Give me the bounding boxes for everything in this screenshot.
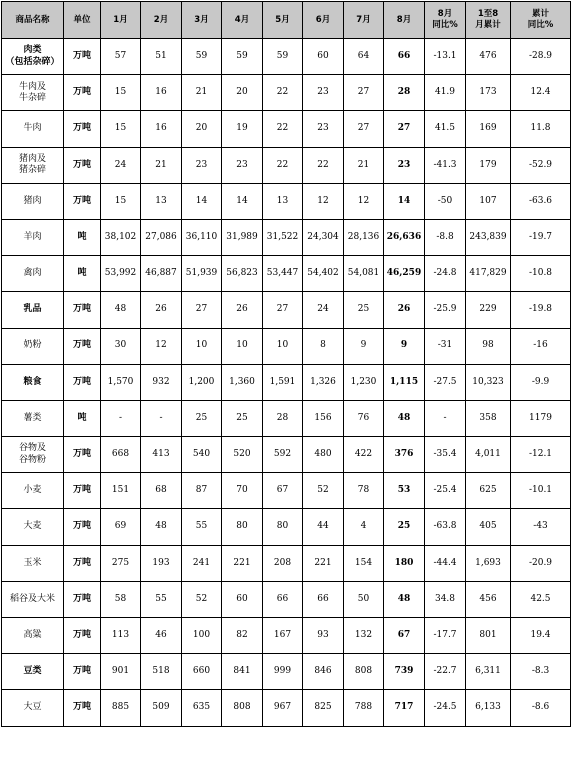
cumulative-yoy-cell: 1179 bbox=[511, 400, 571, 436]
aug-cell: 66 bbox=[384, 39, 425, 75]
cumulative-yoy-cell: -28.9 bbox=[511, 39, 571, 75]
jan-cell: 151 bbox=[101, 473, 141, 509]
jun-cell: 825 bbox=[303, 690, 344, 726]
cumulative-cell: 405 bbox=[466, 509, 511, 545]
may-cell: 31,522 bbox=[263, 219, 303, 255]
aug-cell: 1,115 bbox=[384, 364, 425, 400]
cumulative-yoy-cell: 11.8 bbox=[511, 111, 571, 147]
commodity-name-cell: 粮食 bbox=[2, 364, 64, 400]
aug-yoy-cell: -50 bbox=[425, 183, 466, 219]
jun-cell: 60 bbox=[303, 39, 344, 75]
cumulative-yoy-cell: 19.4 bbox=[511, 618, 571, 654]
jun-cell: 156 bbox=[303, 400, 344, 436]
jun-cell: 8 bbox=[303, 328, 344, 364]
jan-cell: 15 bbox=[101, 183, 141, 219]
mar-cell: 241 bbox=[182, 545, 222, 581]
table-row bbox=[2, 328, 571, 364]
may-cell: 1,591 bbox=[263, 364, 303, 400]
cumulative-yoy-cell: -8.3 bbox=[511, 654, 571, 690]
table-row bbox=[2, 545, 571, 581]
cumulative-cell: 98 bbox=[466, 328, 511, 364]
may-cell: 67 bbox=[263, 473, 303, 509]
jan-cell: 53,992 bbox=[101, 256, 141, 292]
commodity-name-cell: 豆类 bbox=[2, 654, 64, 690]
jan-cell: 30 bbox=[101, 328, 141, 364]
cumulative-cell: 169 bbox=[466, 111, 511, 147]
may-cell: 999 bbox=[263, 654, 303, 690]
jan-cell: 57 bbox=[101, 39, 141, 75]
aug-yoy-cell: -63.8 bbox=[425, 509, 466, 545]
cumulative-yoy-cell: -10.8 bbox=[511, 256, 571, 292]
table-row bbox=[2, 654, 571, 690]
cumulative-cell: 1,693 bbox=[466, 545, 511, 581]
commodity-name-cell: 奶粉 bbox=[2, 328, 64, 364]
table-row bbox=[2, 292, 571, 328]
mar-cell: 660 bbox=[182, 654, 222, 690]
unit-cell: 万吨 bbox=[64, 581, 101, 617]
header-cell: 单位 bbox=[64, 2, 101, 39]
header-cell: 商品名称 bbox=[2, 2, 64, 39]
aug-yoy-cell: -25.9 bbox=[425, 292, 466, 328]
cumulative-cell: 10,323 bbox=[466, 364, 511, 400]
cumulative-cell: 107 bbox=[466, 183, 511, 219]
jan-cell: 275 bbox=[101, 545, 141, 581]
feb-cell: 46 bbox=[141, 618, 182, 654]
table-row bbox=[2, 75, 571, 111]
aug-yoy-cell: - bbox=[425, 400, 466, 436]
aug-cell: 23 bbox=[384, 147, 425, 183]
may-cell: 592 bbox=[263, 437, 303, 473]
mar-cell: 1,200 bbox=[182, 364, 222, 400]
may-cell: 28 bbox=[263, 400, 303, 436]
aug-yoy-cell: -41.3 bbox=[425, 147, 466, 183]
unit-cell: 万吨 bbox=[64, 39, 101, 75]
commodity-name-cell: 大豆 bbox=[2, 690, 64, 726]
mar-cell: 14 bbox=[182, 183, 222, 219]
may-cell: 208 bbox=[263, 545, 303, 581]
unit-cell: 万吨 bbox=[64, 690, 101, 726]
aug-yoy-cell: -24.8 bbox=[425, 256, 466, 292]
cumulative-yoy-cell: -8.6 bbox=[511, 690, 571, 726]
aug-cell: 25 bbox=[384, 509, 425, 545]
jul-cell: 788 bbox=[344, 690, 384, 726]
aug-cell: 717 bbox=[384, 690, 425, 726]
commodity-name-cell: 谷物及 谷物粉 bbox=[2, 437, 64, 473]
aug-cell: 14 bbox=[384, 183, 425, 219]
feb-cell: 13 bbox=[141, 183, 182, 219]
apr-cell: 808 bbox=[222, 690, 263, 726]
commodity-name-cell: 牛肉及 牛杂碎 bbox=[2, 75, 64, 111]
table-row bbox=[2, 618, 571, 654]
header-cell: 1至8 月累计 bbox=[466, 2, 511, 39]
cumulative-cell: 801 bbox=[466, 618, 511, 654]
aug-yoy-cell: -44.4 bbox=[425, 545, 466, 581]
jan-cell: 15 bbox=[101, 75, 141, 111]
unit-cell: 万吨 bbox=[64, 473, 101, 509]
aug-cell: 48 bbox=[384, 400, 425, 436]
apr-cell: 59 bbox=[222, 39, 263, 75]
header-cell: 2月 bbox=[141, 2, 182, 39]
aug-yoy-cell: -13.1 bbox=[425, 39, 466, 75]
aug-cell: 67 bbox=[384, 618, 425, 654]
jul-cell: 25 bbox=[344, 292, 384, 328]
header-cell: 累计 同比% bbox=[511, 2, 571, 39]
header-cell: 5月 bbox=[263, 2, 303, 39]
mar-cell: 59 bbox=[182, 39, 222, 75]
table-row bbox=[2, 473, 571, 509]
apr-cell: 80 bbox=[222, 509, 263, 545]
aug-cell: 27 bbox=[384, 111, 425, 147]
jan-cell: 48 bbox=[101, 292, 141, 328]
apr-cell: 31,989 bbox=[222, 219, 263, 255]
cumulative-yoy-cell: -10.1 bbox=[511, 473, 571, 509]
apr-cell: 82 bbox=[222, 618, 263, 654]
table-row bbox=[2, 183, 571, 219]
mar-cell: 100 bbox=[182, 618, 222, 654]
commodity-name-cell: 大麦 bbox=[2, 509, 64, 545]
jun-cell: 22 bbox=[303, 147, 344, 183]
may-cell: 59 bbox=[263, 39, 303, 75]
import-data-table bbox=[1, 1, 571, 727]
aug-yoy-cell: -35.4 bbox=[425, 437, 466, 473]
cumulative-yoy-cell: -16 bbox=[511, 328, 571, 364]
apr-cell: 56,823 bbox=[222, 256, 263, 292]
cumulative-cell: 456 bbox=[466, 581, 511, 617]
header-cell: 7月 bbox=[344, 2, 384, 39]
unit-cell: 万吨 bbox=[64, 328, 101, 364]
unit-cell: 万吨 bbox=[64, 618, 101, 654]
mar-cell: 51,939 bbox=[182, 256, 222, 292]
may-cell: 22 bbox=[263, 75, 303, 111]
cumulative-yoy-cell: -20.9 bbox=[511, 545, 571, 581]
apr-cell: 25 bbox=[222, 400, 263, 436]
cumulative-cell: 358 bbox=[466, 400, 511, 436]
unit-cell: 万吨 bbox=[64, 292, 101, 328]
jun-cell: 24 bbox=[303, 292, 344, 328]
feb-cell: 46,887 bbox=[141, 256, 182, 292]
feb-cell: 16 bbox=[141, 111, 182, 147]
feb-cell: 27,086 bbox=[141, 219, 182, 255]
jan-cell: 15 bbox=[101, 111, 141, 147]
jul-cell: 4 bbox=[344, 509, 384, 545]
feb-cell: 193 bbox=[141, 545, 182, 581]
table-row bbox=[2, 364, 571, 400]
commodity-name-cell: 乳品 bbox=[2, 292, 64, 328]
aug-cell: 28 bbox=[384, 75, 425, 111]
unit-cell: 万吨 bbox=[64, 437, 101, 473]
mar-cell: 87 bbox=[182, 473, 222, 509]
jun-cell: 54,402 bbox=[303, 256, 344, 292]
jun-cell: 23 bbox=[303, 75, 344, 111]
cumulative-cell: 6,311 bbox=[466, 654, 511, 690]
commodity-name-cell: 玉米 bbox=[2, 545, 64, 581]
apr-cell: 26 bbox=[222, 292, 263, 328]
jun-cell: 846 bbox=[303, 654, 344, 690]
feb-cell: 21 bbox=[141, 147, 182, 183]
mar-cell: 10 bbox=[182, 328, 222, 364]
jan-cell: - bbox=[101, 400, 141, 436]
may-cell: 22 bbox=[263, 111, 303, 147]
cumulative-cell: 229 bbox=[466, 292, 511, 328]
table-row bbox=[2, 39, 571, 75]
cumulative-yoy-cell: -43 bbox=[511, 509, 571, 545]
cumulative-cell: 4,011 bbox=[466, 437, 511, 473]
unit-cell: 万吨 bbox=[64, 183, 101, 219]
header-cell: 6月 bbox=[303, 2, 344, 39]
jul-cell: 27 bbox=[344, 75, 384, 111]
feb-cell: 12 bbox=[141, 328, 182, 364]
header-cell: 3月 bbox=[182, 2, 222, 39]
commodity-name-cell: 禽肉 bbox=[2, 256, 64, 292]
cumulative-cell: 6,133 bbox=[466, 690, 511, 726]
jan-cell: 58 bbox=[101, 581, 141, 617]
aug-yoy-cell: -17.7 bbox=[425, 618, 466, 654]
jun-cell: 221 bbox=[303, 545, 344, 581]
jun-cell: 66 bbox=[303, 581, 344, 617]
feb-cell: - bbox=[141, 400, 182, 436]
table-row bbox=[2, 400, 571, 436]
cumulative-yoy-cell: -63.6 bbox=[511, 183, 571, 219]
cumulative-yoy-cell: 12.4 bbox=[511, 75, 571, 111]
may-cell: 27 bbox=[263, 292, 303, 328]
cumulative-yoy-cell: -9.9 bbox=[511, 364, 571, 400]
may-cell: 10 bbox=[263, 328, 303, 364]
may-cell: 22 bbox=[263, 147, 303, 183]
unit-cell: 万吨 bbox=[64, 509, 101, 545]
header-cell: 4月 bbox=[222, 2, 263, 39]
unit-cell: 万吨 bbox=[64, 654, 101, 690]
jan-cell: 901 bbox=[101, 654, 141, 690]
cumulative-yoy-cell: -19.8 bbox=[511, 292, 571, 328]
table-row bbox=[2, 437, 571, 473]
cumulative-yoy-cell: -52.9 bbox=[511, 147, 571, 183]
mar-cell: 52 bbox=[182, 581, 222, 617]
feb-cell: 518 bbox=[141, 654, 182, 690]
apr-cell: 20 bbox=[222, 75, 263, 111]
jun-cell: 93 bbox=[303, 618, 344, 654]
cumulative-cell: 625 bbox=[466, 473, 511, 509]
jul-cell: 27 bbox=[344, 111, 384, 147]
apr-cell: 70 bbox=[222, 473, 263, 509]
jan-cell: 113 bbox=[101, 618, 141, 654]
jul-cell: 9 bbox=[344, 328, 384, 364]
header-cell: 8月 同比% bbox=[425, 2, 466, 39]
jan-cell: 668 bbox=[101, 437, 141, 473]
table-row bbox=[2, 256, 571, 292]
commodity-name-cell: 猪肉及 猪杂碎 bbox=[2, 147, 64, 183]
apr-cell: 60 bbox=[222, 581, 263, 617]
cumulative-cell: 476 bbox=[466, 39, 511, 75]
jan-cell: 69 bbox=[101, 509, 141, 545]
jul-cell: 1,230 bbox=[344, 364, 384, 400]
mar-cell: 27 bbox=[182, 292, 222, 328]
may-cell: 66 bbox=[263, 581, 303, 617]
may-cell: 80 bbox=[263, 509, 303, 545]
may-cell: 167 bbox=[263, 618, 303, 654]
aug-yoy-cell: -31 bbox=[425, 328, 466, 364]
mar-cell: 635 bbox=[182, 690, 222, 726]
jun-cell: 480 bbox=[303, 437, 344, 473]
unit-cell: 万吨 bbox=[64, 545, 101, 581]
aug-yoy-cell: 41.5 bbox=[425, 111, 466, 147]
mar-cell: 36,110 bbox=[182, 219, 222, 255]
commodity-name-cell: 猪肉 bbox=[2, 183, 64, 219]
mar-cell: 55 bbox=[182, 509, 222, 545]
unit-cell: 吨 bbox=[64, 219, 101, 255]
table-row bbox=[2, 219, 571, 255]
header-cell: 8月 bbox=[384, 2, 425, 39]
feb-cell: 48 bbox=[141, 509, 182, 545]
commodity-name-cell: 薯类 bbox=[2, 400, 64, 436]
apr-cell: 19 bbox=[222, 111, 263, 147]
commodity-name-cell: 肉类 （包括杂碎） bbox=[2, 39, 64, 75]
mar-cell: 20 bbox=[182, 111, 222, 147]
commodity-name-cell: 小麦 bbox=[2, 473, 64, 509]
table-row bbox=[2, 147, 571, 183]
cumulative-yoy-cell: -12.1 bbox=[511, 437, 571, 473]
cumulative-cell: 243,839 bbox=[466, 219, 511, 255]
jul-cell: 28,136 bbox=[344, 219, 384, 255]
apr-cell: 520 bbox=[222, 437, 263, 473]
jan-cell: 885 bbox=[101, 690, 141, 726]
jan-cell: 24 bbox=[101, 147, 141, 183]
unit-cell: 吨 bbox=[64, 400, 101, 436]
jan-cell: 38,102 bbox=[101, 219, 141, 255]
header-cell: 1月 bbox=[101, 2, 141, 39]
aug-cell: 53 bbox=[384, 473, 425, 509]
feb-cell: 68 bbox=[141, 473, 182, 509]
jul-cell: 808 bbox=[344, 654, 384, 690]
jul-cell: 50 bbox=[344, 581, 384, 617]
jul-cell: 132 bbox=[344, 618, 384, 654]
unit-cell: 万吨 bbox=[64, 364, 101, 400]
unit-cell: 万吨 bbox=[64, 147, 101, 183]
table-row bbox=[2, 581, 571, 617]
commodity-name-cell: 羊肉 bbox=[2, 219, 64, 255]
feb-cell: 51 bbox=[141, 39, 182, 75]
jun-cell: 24,304 bbox=[303, 219, 344, 255]
cumulative-yoy-cell: 42.5 bbox=[511, 581, 571, 617]
jul-cell: 54,081 bbox=[344, 256, 384, 292]
aug-cell: 26,636 bbox=[384, 219, 425, 255]
jul-cell: 422 bbox=[344, 437, 384, 473]
jun-cell: 44 bbox=[303, 509, 344, 545]
apr-cell: 23 bbox=[222, 147, 263, 183]
cumulative-cell: 173 bbox=[466, 75, 511, 111]
may-cell: 13 bbox=[263, 183, 303, 219]
aug-cell: 376 bbox=[384, 437, 425, 473]
aug-cell: 9 bbox=[384, 328, 425, 364]
jun-cell: 52 bbox=[303, 473, 344, 509]
jul-cell: 76 bbox=[344, 400, 384, 436]
may-cell: 967 bbox=[263, 690, 303, 726]
table-row bbox=[2, 509, 571, 545]
jul-cell: 21 bbox=[344, 147, 384, 183]
feb-cell: 413 bbox=[141, 437, 182, 473]
feb-cell: 26 bbox=[141, 292, 182, 328]
feb-cell: 55 bbox=[141, 581, 182, 617]
aug-yoy-cell: -27.5 bbox=[425, 364, 466, 400]
aug-yoy-cell: -8.8 bbox=[425, 219, 466, 255]
feb-cell: 16 bbox=[141, 75, 182, 111]
may-cell: 53,447 bbox=[263, 256, 303, 292]
cumulative-cell: 417,829 bbox=[466, 256, 511, 292]
apr-cell: 221 bbox=[222, 545, 263, 581]
mar-cell: 21 bbox=[182, 75, 222, 111]
aug-cell: 26 bbox=[384, 292, 425, 328]
jun-cell: 23 bbox=[303, 111, 344, 147]
aug-cell: 46,259 bbox=[384, 256, 425, 292]
jul-cell: 78 bbox=[344, 473, 384, 509]
aug-yoy-cell: -22.7 bbox=[425, 654, 466, 690]
jan-cell: 1,570 bbox=[101, 364, 141, 400]
aug-yoy-cell: -25.4 bbox=[425, 473, 466, 509]
unit-cell: 万吨 bbox=[64, 111, 101, 147]
table-row bbox=[2, 690, 571, 726]
feb-cell: 509 bbox=[141, 690, 182, 726]
mar-cell: 23 bbox=[182, 147, 222, 183]
feb-cell: 932 bbox=[141, 364, 182, 400]
aug-cell: 48 bbox=[384, 581, 425, 617]
header-row bbox=[2, 2, 571, 39]
commodity-name-cell: 牛肉 bbox=[2, 111, 64, 147]
aug-cell: 739 bbox=[384, 654, 425, 690]
mar-cell: 25 bbox=[182, 400, 222, 436]
apr-cell: 841 bbox=[222, 654, 263, 690]
aug-yoy-cell: 41.9 bbox=[425, 75, 466, 111]
commodity-name-cell: 高粱 bbox=[2, 618, 64, 654]
jul-cell: 154 bbox=[344, 545, 384, 581]
jul-cell: 12 bbox=[344, 183, 384, 219]
aug-yoy-cell: 34.8 bbox=[425, 581, 466, 617]
aug-cell: 180 bbox=[384, 545, 425, 581]
table-row bbox=[2, 111, 571, 147]
jun-cell: 1,326 bbox=[303, 364, 344, 400]
mar-cell: 540 bbox=[182, 437, 222, 473]
apr-cell: 14 bbox=[222, 183, 263, 219]
unit-cell: 吨 bbox=[64, 256, 101, 292]
unit-cell: 万吨 bbox=[64, 75, 101, 111]
jun-cell: 12 bbox=[303, 183, 344, 219]
apr-cell: 10 bbox=[222, 328, 263, 364]
jul-cell: 64 bbox=[344, 39, 384, 75]
cumulative-cell: 179 bbox=[466, 147, 511, 183]
apr-cell: 1,360 bbox=[222, 364, 263, 400]
commodity-name-cell: 稻谷及大米 bbox=[2, 581, 64, 617]
cumulative-yoy-cell: -19.7 bbox=[511, 219, 571, 255]
aug-yoy-cell: -24.5 bbox=[425, 690, 466, 726]
